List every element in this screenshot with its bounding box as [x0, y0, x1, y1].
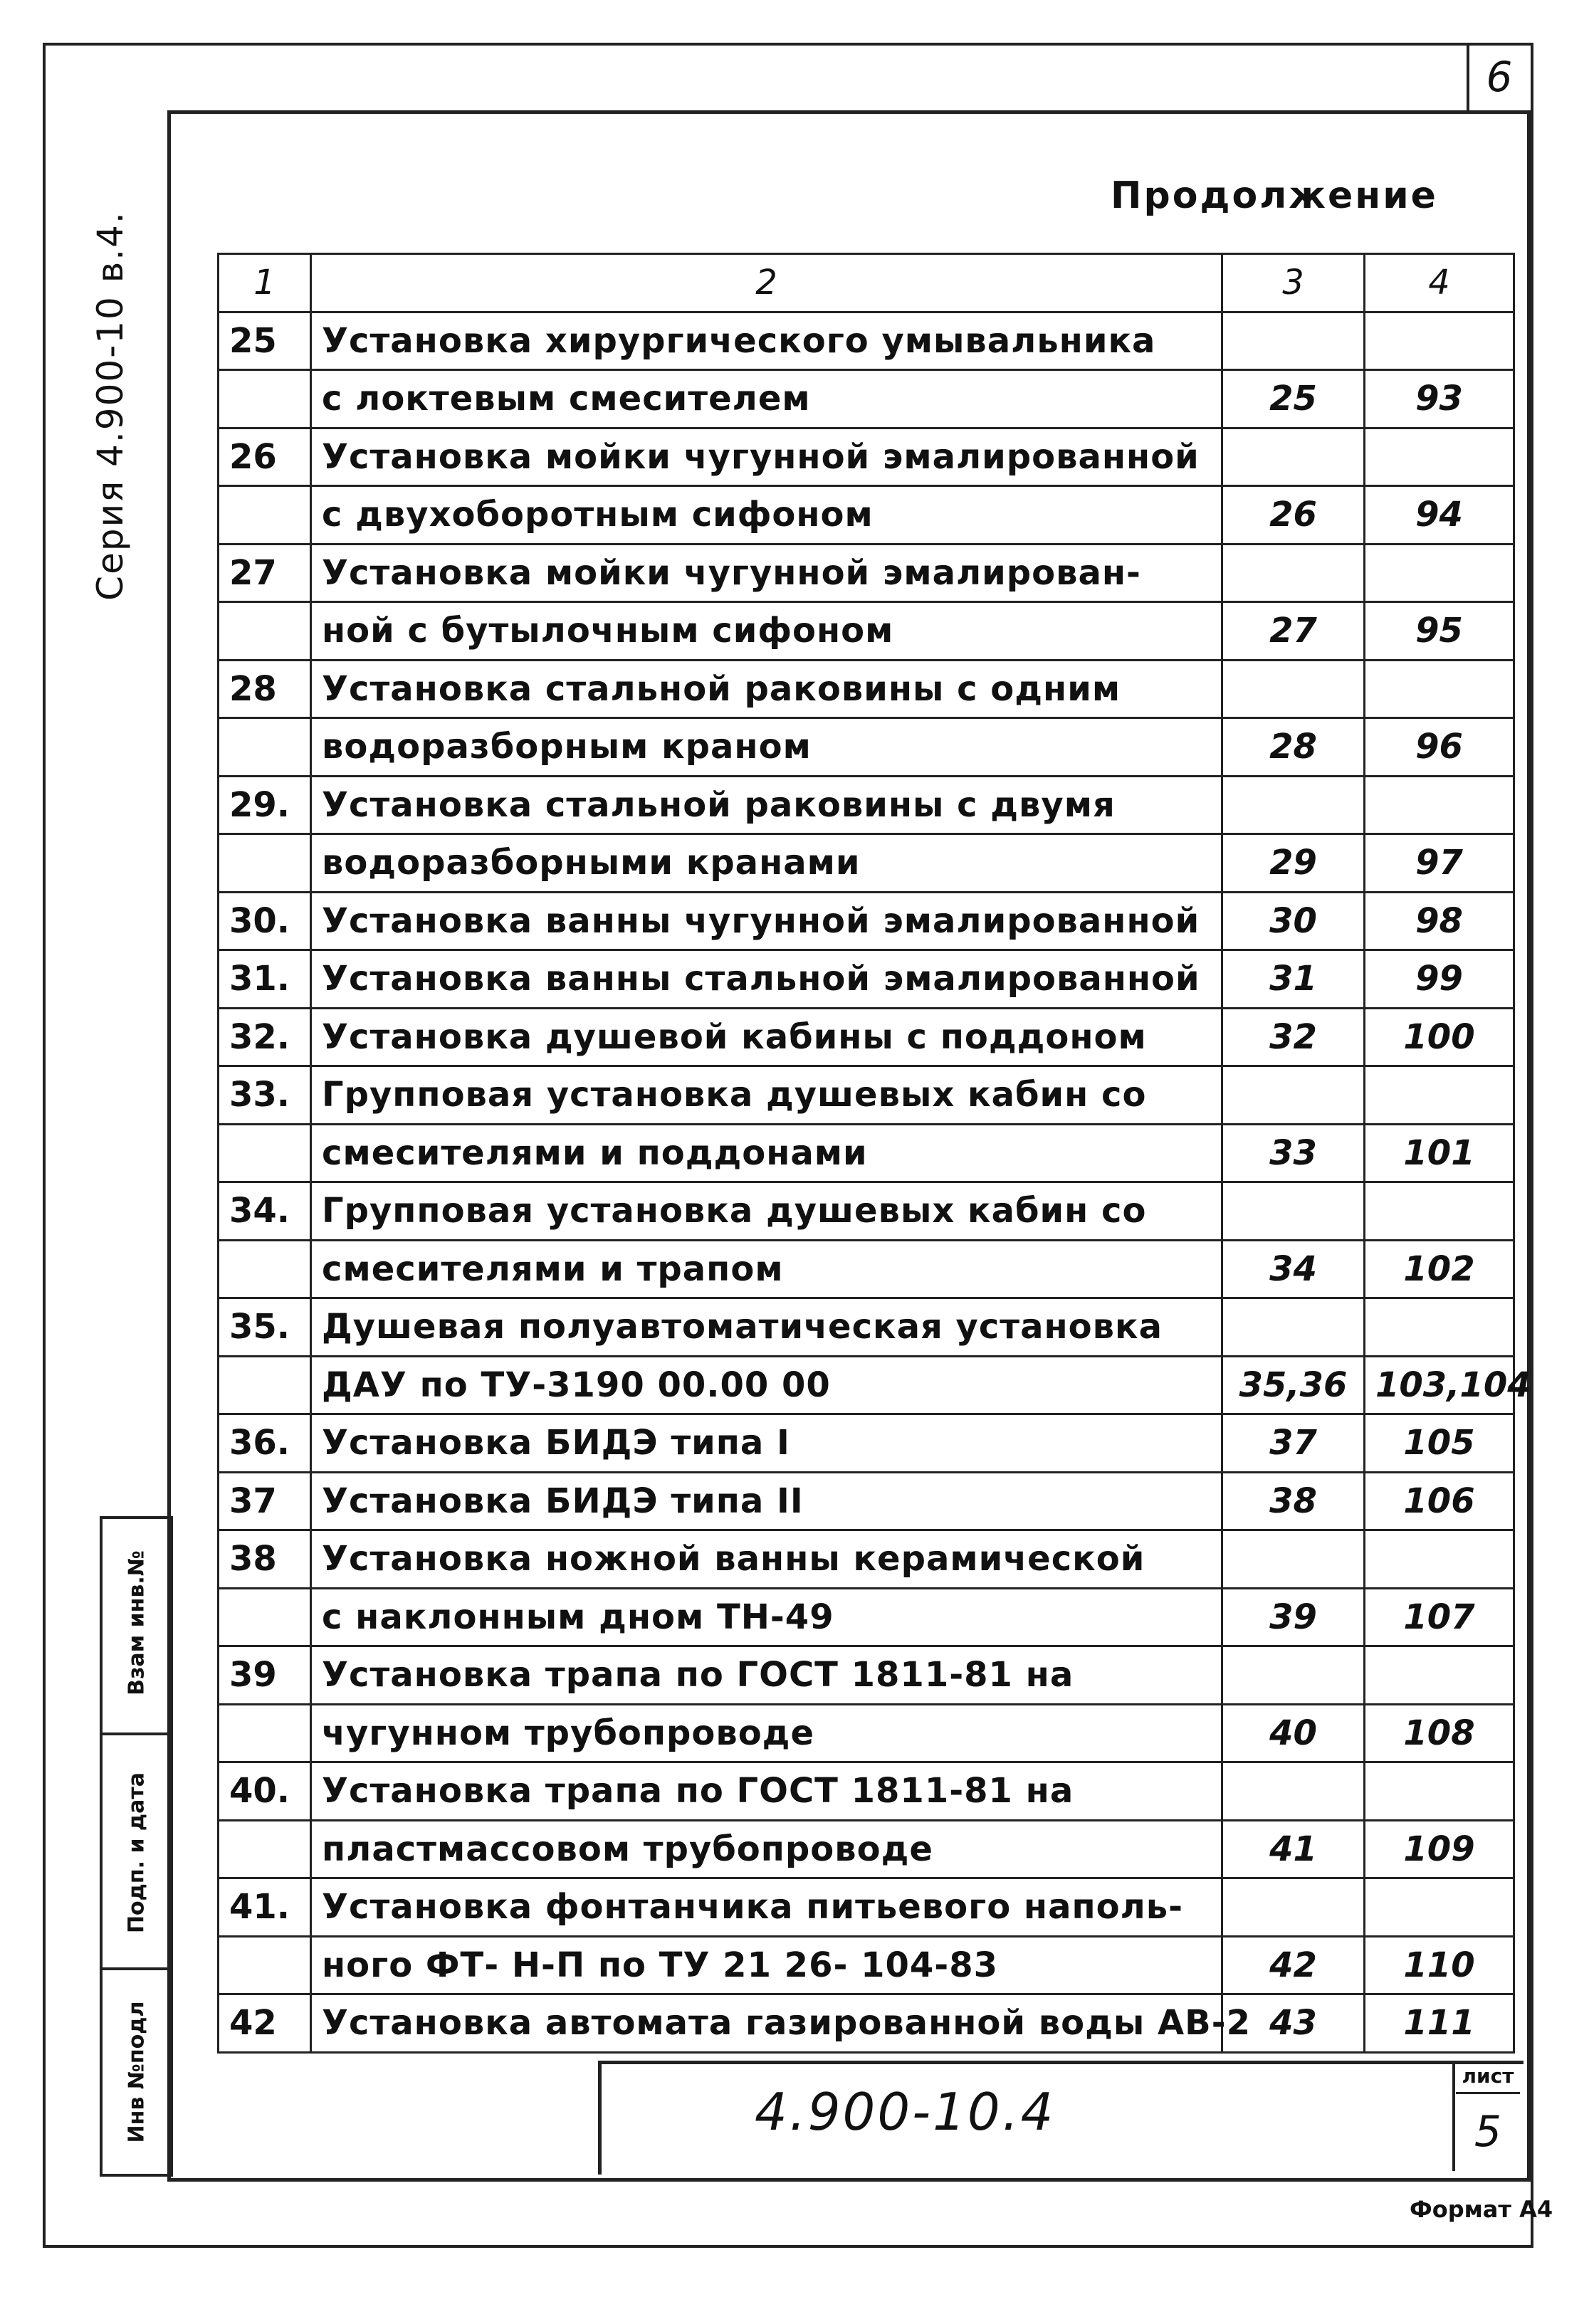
row-col4 [1365, 660, 1514, 718]
row-col3: 35,36 [1222, 1356, 1365, 1414]
row-description: Установка трапа по ГОСТ 1811-81 на [311, 1762, 1222, 1821]
row-col4: 100 [1365, 1008, 1514, 1066]
row-col4: 97 [1365, 834, 1514, 893]
row-col3 [1222, 776, 1365, 834]
row-col3 [1222, 1530, 1365, 1589]
row-description: Установка стальной раковины с двумя [311, 776, 1222, 834]
side-cell-signature [103, 1733, 170, 1970]
row-description: смесителями и трапом [311, 1240, 1222, 1298]
series-label [68, 164, 153, 648]
table-row [219, 1472, 1514, 1530]
row-number [219, 1704, 311, 1762]
row-col4: 93 [1365, 370, 1514, 428]
continuation-heading: Продолжение [1111, 174, 1438, 217]
row-col3: 29 [1222, 834, 1365, 893]
table-row [219, 1878, 1514, 1937]
side-cell-replaced [103, 1516, 170, 1730]
row-number: 28 [219, 660, 311, 718]
row-description: Установка мойки чугунной эмалированной [311, 428, 1222, 486]
side-label: Подп. и дата [124, 1772, 149, 1934]
spec-table [217, 253, 1531, 2054]
row-number: 30. [219, 892, 311, 950]
row-col3 [1222, 312, 1365, 370]
format-label: Формат А4 [1410, 2196, 1553, 2223]
row-number: 26 [219, 428, 311, 486]
row-number: 33. [219, 1066, 311, 1125]
row-number: 41. [219, 1878, 311, 1937]
table-row [219, 1182, 1514, 1241]
row-number: 40. [219, 1762, 311, 1821]
row-description: Установка душевой кабины с поддоном [311, 1008, 1222, 1066]
table-row [219, 1530, 1514, 1589]
side-stamp-strip [100, 1516, 173, 2177]
table-row [219, 1994, 1514, 2053]
row-description: Установка ножной ванны керамической [311, 1530, 1222, 1589]
sheet-label: лист [1456, 2064, 1520, 2094]
row-description: Установка стальной раковины с одним [311, 660, 1222, 718]
row-description: Групповая установка душевых кабин со [311, 1182, 1222, 1241]
row-col3 [1222, 1878, 1365, 1937]
table-body [219, 312, 1531, 2052]
row-number: 37 [219, 1472, 311, 1530]
side-label: Инв №подл [124, 2001, 149, 2143]
row-col3: 32 [1222, 1008, 1365, 1066]
row-col3 [1222, 1298, 1365, 1357]
row-number [219, 1936, 311, 1994]
row-description: ной с бутылочным сифоном [311, 602, 1222, 661]
row-number [219, 718, 311, 777]
row-col3: 31 [1222, 950, 1365, 1009]
row-col3: 33 [1222, 1124, 1365, 1182]
row-description: Установка автомата газированной воды АВ-2 [311, 1994, 1222, 2053]
row-col3: 30 [1222, 892, 1365, 950]
row-description: пластмассовом трубопроводе [311, 1820, 1222, 1878]
row-col4 [1365, 776, 1514, 834]
row-description: Групповая установка душевых кабин со [311, 1066, 1222, 1125]
side-cell-inventory [103, 1967, 170, 2174]
table-row [219, 370, 1514, 428]
row-col4: 107 [1365, 1588, 1514, 1646]
table-row [219, 428, 1514, 486]
table-row [219, 1820, 1514, 1878]
row-col4: 106 [1365, 1472, 1514, 1530]
row-number [219, 602, 311, 661]
table-row [219, 1124, 1514, 1182]
row-description: смесителями и поддонами [311, 1124, 1222, 1182]
table-row [219, 1066, 1514, 1125]
table-row [219, 718, 1514, 777]
title-block [598, 2061, 1524, 2175]
row-number: 36. [219, 1414, 311, 1473]
row-col4 [1365, 1298, 1514, 1357]
row-col4: 103,104 [1365, 1356, 1514, 1414]
row-col4: 111 [1365, 1994, 1514, 2053]
column-header: 4 [1365, 254, 1514, 312]
table-row [219, 1704, 1514, 1762]
row-col4: 108 [1365, 1704, 1514, 1762]
row-number [219, 1356, 311, 1414]
column-header: 1 [219, 254, 311, 312]
row-number [219, 1124, 311, 1182]
row-number: 25 [219, 312, 311, 370]
row-description: чугунном трубопроводе [311, 1704, 1222, 1762]
series-text: Серия 4.900-10 в.4. [90, 211, 131, 601]
table-row [219, 1356, 1514, 1414]
row-col4 [1365, 1878, 1514, 1937]
row-col3: 41 [1222, 1820, 1365, 1878]
row-col4: 96 [1365, 718, 1514, 777]
row-description: Установка БИДЭ типа I [311, 1414, 1222, 1473]
row-description: водоразборным краном [311, 718, 1222, 777]
table-row [219, 892, 1514, 950]
row-number: 42 [219, 1994, 311, 2053]
table-row [219, 834, 1514, 893]
row-number: 35. [219, 1298, 311, 1357]
row-description: Установка трапа по ГОСТ 1811-81 на [311, 1646, 1222, 1705]
table-row [219, 660, 1514, 718]
row-col3: 42 [1222, 1936, 1365, 1994]
table-row [219, 1298, 1514, 1357]
row-description: Установка ванны стальной эмалированной [311, 950, 1222, 1009]
row-col3: 38 [1222, 1472, 1365, 1530]
row-col4: 110 [1365, 1936, 1514, 1994]
table-row [219, 950, 1514, 1009]
row-description: Установка фонтанчика питьевого наполь- [311, 1878, 1222, 1937]
row-col3: 34 [1222, 1240, 1365, 1298]
table-row [219, 1646, 1514, 1705]
row-col4 [1365, 1182, 1514, 1241]
table-row [219, 1240, 1514, 1298]
table-header-row [219, 254, 1514, 312]
document-code: 4.900-10.4 [755, 2082, 1056, 2142]
row-number: 32. [219, 1008, 311, 1066]
row-number: 38 [219, 1530, 311, 1589]
row-description: Душевая полуавтоматическая установка [311, 1298, 1222, 1357]
row-description: Установка БИДЭ типа II [311, 1472, 1222, 1530]
row-number: 27 [219, 544, 311, 602]
table-row [219, 602, 1514, 661]
row-col4: 109 [1365, 1820, 1514, 1878]
row-col3 [1222, 544, 1365, 602]
row-col4: 102 [1365, 1240, 1514, 1298]
row-col4: 98 [1365, 892, 1514, 950]
row-col3: 43 [1222, 1994, 1365, 2053]
row-col3: 28 [1222, 718, 1365, 777]
row-number: 29. [219, 776, 311, 834]
row-col3: 26 [1222, 486, 1365, 545]
table-row [219, 1008, 1514, 1066]
row-number: 39 [219, 1646, 311, 1705]
row-col4: 101 [1365, 1124, 1514, 1182]
table-row [219, 544, 1514, 602]
row-col3: 25 [1222, 370, 1365, 428]
column-header: 3 [1222, 254, 1365, 312]
row-col4 [1365, 1646, 1514, 1705]
row-col4: 95 [1365, 602, 1514, 661]
row-col4: 99 [1365, 950, 1514, 1009]
row-col3 [1222, 428, 1365, 486]
table-row [219, 1588, 1514, 1646]
side-label: Взам инв.№ [124, 1550, 149, 1695]
row-col4 [1365, 544, 1514, 602]
row-col3: 37 [1222, 1414, 1365, 1473]
row-col3: 39 [1222, 1588, 1365, 1646]
table-row [219, 1414, 1514, 1473]
row-number: 34. [219, 1182, 311, 1241]
row-description: Установка мойки чугунной эмалирован- [311, 544, 1222, 602]
row-description: Установка хирургического умывальника [311, 312, 1222, 370]
row-number [219, 1240, 311, 1298]
row-col4 [1365, 1530, 1514, 1589]
row-number [219, 1820, 311, 1878]
row-col4 [1365, 312, 1514, 370]
row-col4: 105 [1365, 1414, 1514, 1473]
row-description: ДАУ по ТУ-3190 00.00 00 [311, 1356, 1222, 1414]
table-row [219, 776, 1514, 834]
row-description: водоразборными кранами [311, 834, 1222, 893]
row-col3 [1222, 660, 1365, 718]
row-col4 [1365, 1066, 1514, 1125]
table-row [219, 1936, 1514, 1994]
row-description: Установка ванны чугунной эмалированной [311, 892, 1222, 950]
sheet-number: 5 [1474, 2107, 1502, 2157]
row-col3 [1222, 1182, 1365, 1241]
row-col3 [1222, 1646, 1365, 1705]
table-row [219, 1762, 1514, 1821]
row-col3 [1222, 1066, 1365, 1125]
row-number [219, 370, 311, 428]
row-col4 [1365, 1762, 1514, 1821]
table-row [219, 312, 1514, 370]
row-description: ного ФТ- Н-П по ТУ 21 26- 104-83 [311, 1936, 1222, 1994]
row-col3 [1222, 1762, 1365, 1821]
row-col4 [1365, 428, 1514, 486]
row-description: с наклонным дном ТН-49 [311, 1588, 1222, 1646]
corner-sheet-number: 6 [1467, 43, 1529, 113]
row-number [219, 1588, 311, 1646]
row-number: 31. [219, 950, 311, 1009]
row-description: с локтевым смесителем [311, 370, 1222, 428]
row-col4: 94 [1365, 486, 1514, 545]
row-col3: 40 [1222, 1704, 1365, 1762]
row-col3: 27 [1222, 602, 1365, 661]
row-number [219, 486, 311, 545]
row-description: с двухоборотным сифоном [311, 486, 1222, 545]
row-number [219, 834, 311, 893]
table-row [219, 486, 1514, 545]
column-header: 2 [311, 254, 1222, 312]
